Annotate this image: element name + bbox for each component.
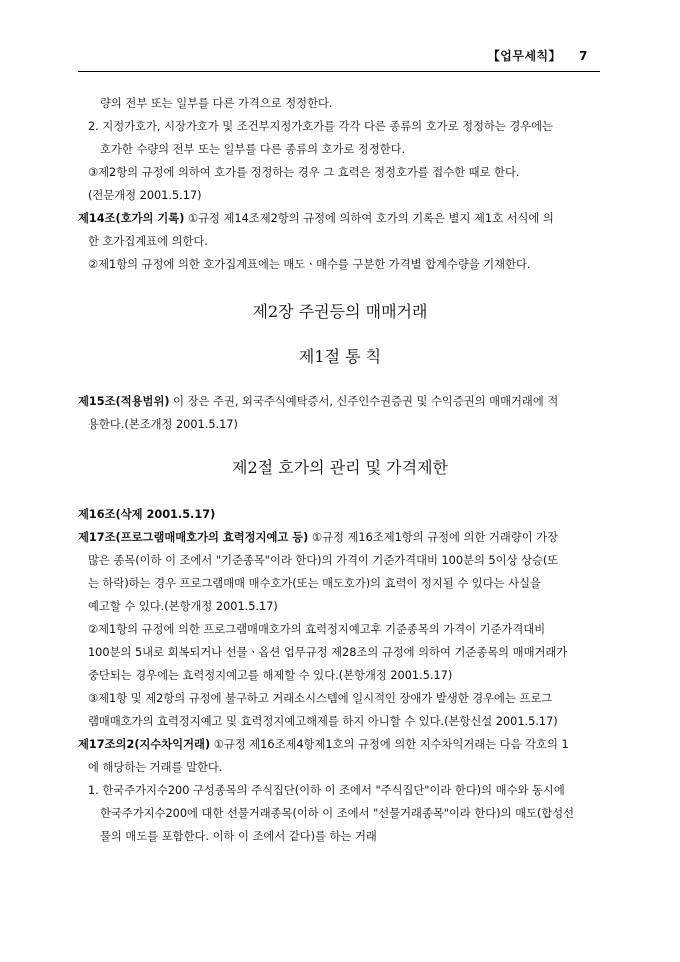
text-line: 많은 종목(이하 이 조에서 "기준종목"이라 한다)의 가격이 기준가격대비 100분의 5이상 상승(또 [88,554,559,567]
text-line: 에 해당하는 거래를 말한다. [88,761,223,774]
text-line: 호가한 수량의 전부 또는 일부를 다른 종류의 호가로 정정한다. [100,143,406,156]
header-title: 【업무세칙】 [487,49,562,63]
text-line: 물의 매도를 포함한다. 이하 이 조에서 같다)를 하는 거래 [100,830,377,843]
article-title: 제14조(호가의 기록) [78,212,185,225]
text-line: 100분의 5내로 회복되거나 선물ㆍ옵션 업무규정 제28조의 규정에 의하여 기준종목의 매매거래가 [88,646,568,659]
article-title: 제15조(적용범위) [78,395,170,408]
header-rule [78,71,600,72]
text-line: 2. 지정가호가, 시장가호가 및 조건부지정가호가를 각각 다른 종류의 호가로 정정하는 경우에는 [88,120,553,133]
text-line: 한국주가지수200에 대한 선물거래종목(이하 이 조에서 "선물거래종목"이라 한다)의 매도(합성선 [100,807,575,820]
text-line: ③제1항 및 제2항의 규정에 불구하고 거래소시스템에 일시적인 장애가 발생한 경우에는 프로그 [88,692,553,705]
article-17: 제17조(프로그램매매호가의 효력정지예고 등) ①규정 제16조제1항의 규정에 의한 거래량이 가장 [78,531,559,544]
text-line: 중단되는 경우에는 효력정지예고를 해제할 수 있다.(본항개정 2001.5.17) [88,669,453,682]
text-line: 1. 한국주가지수200 구성종목의 주식집단(이하 이 조에서 "주식집단"이라 한다)의 매수와 동시에 [88,784,565,797]
text-line: 용한다.(본조개정 2001.5.17) [88,418,238,431]
text-line: ②제1항의 규정에 의한 프로그램매매호가의 효력정지예고후 기준종목의 가격이 기준가격대비 [88,623,546,636]
document-body [78,92,602,848]
article-title: 제17조의2(지수차익거래) [78,738,211,751]
text-line: 램매매호가의 효력정지예고 및 효력정지예고해제를 하지 아니할 수 있다.(본항신설 2001.5.17) [88,715,558,728]
article-title: 제17조(프로그램매매호가의 효력정지예고 등) [78,531,309,544]
section-title: 제1절 통 칙 [298,347,382,366]
article-17-2: 제17조의2(지수차익거래) ①규정 제16조제4항제1호의 규정에 의한 지수차익거래는 다음 각호의 1 [78,738,569,751]
text-line: 량의 전부 또는 일부를 다른 가격으로 정정한다. [100,97,333,110]
section-title: 제2절 호가의 관리 및 가격제한 [232,458,448,477]
text-line: ②제1항의 규정에 의한 호가집계표에는 매도ㆍ매수를 구분한 가격별 합계수량을 기재한다. [88,258,531,271]
text-line: 는 하락)하는 경우 프로그램매매 매수호가(또는 매도호가)의 효력이 정지될 수 있다는 사실을 [88,577,541,590]
chapter-title: 제2장 주권등의 매매거래 [252,302,428,321]
text-line: ③제2항의 규정에 의하여 호가를 정정하는 경우 그 효력은 정정호가를 접수한 때로 한다. [88,166,520,179]
page-header [488,47,588,64]
text-line: 예고할 수 있다.(본항개정 2001.5.17) [88,600,278,613]
article-15: 제15조(적용범위) 이 장은 주권, 외국주식예탁증서, 신주인수권증권 및 수익증권의 매매거래에 적 [78,395,559,408]
article-16: 제16조(삭제 2001.5.17) [78,508,216,521]
page-number: 7 [579,49,588,63]
text-line: 한 호가집계표에 의한다. [88,235,208,248]
article-14: 제14조(호가의 기록) ①규정 제14조제2항의 규정에 의하여 호가의 기록은 별지 제1호 서식에 의 [78,212,554,225]
text-line: (전문개정 2001.5.17) [88,189,202,202]
